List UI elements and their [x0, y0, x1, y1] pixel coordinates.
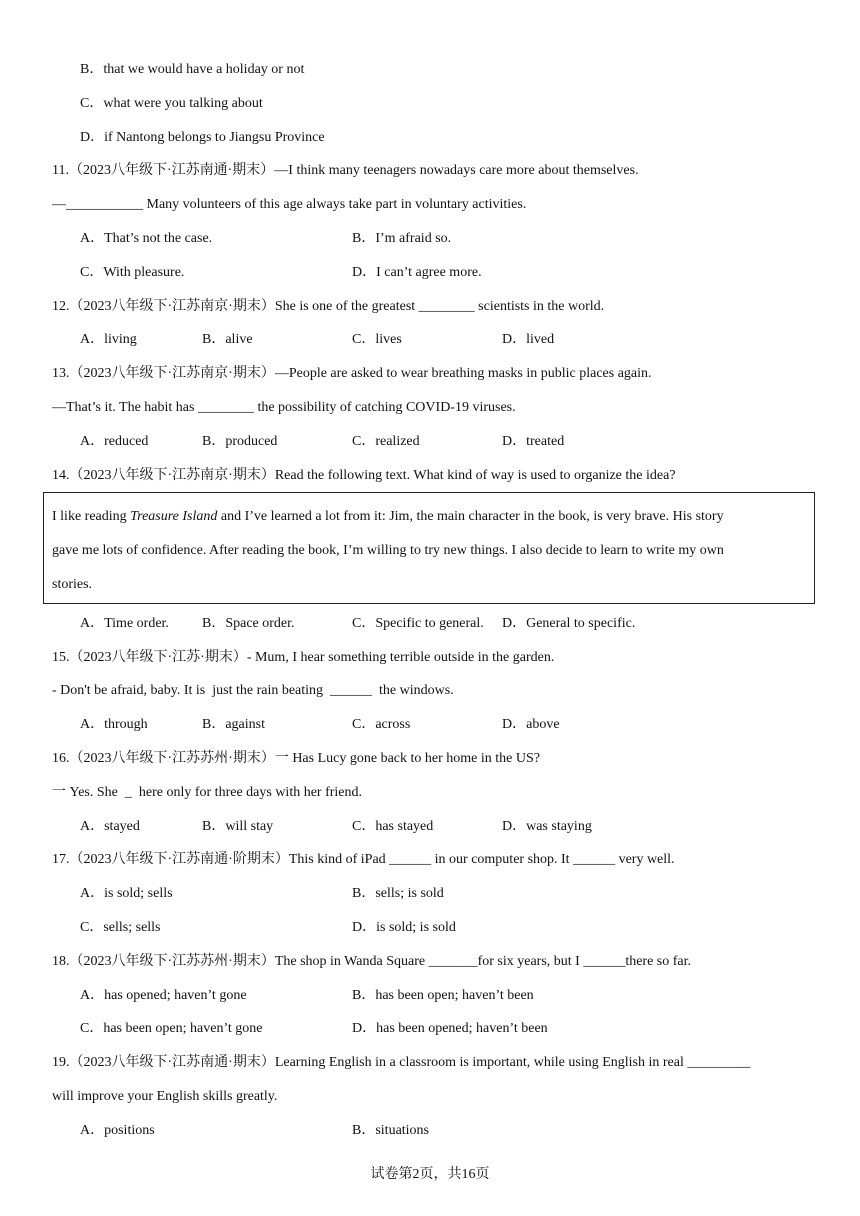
- q15-option-d: D．above: [502, 717, 560, 732]
- q11-option-a: A．That’s not the case.: [80, 231, 213, 246]
- q18-option-a: A．has opened; haven’t gone: [80, 988, 247, 1003]
- q13-option-a: A．reduced: [80, 434, 149, 449]
- q17-stem: 17.（2023八年级下·江苏南通·阶期末）This kind of iPad ______ in our computer shop. It ______ very well.: [52, 852, 675, 867]
- q15-stem: 15.（2023八年级下·江苏·期末）- Mum, I hear something terrible outside in the garden.: [52, 650, 555, 665]
- q11-stem-line2: —___________ Many volunteers of this age always take part in voluntary activities.: [52, 197, 527, 212]
- q13-option-d: D．treated: [502, 434, 565, 449]
- q12-option-b: B．alive: [202, 332, 253, 347]
- q18-stem: 18.（2023八年级下·江苏苏州·期末）The shop in Wanda Square _______for six years, but I ______there so far.: [52, 954, 692, 969]
- q13-stem: 13.（2023八年级下·江苏南京·期末）—People are asked to wear breathing masks in public places again.: [52, 366, 652, 381]
- q11-option-c: C．With pleasure.: [80, 265, 185, 280]
- q15-option-a: A．through: [80, 717, 148, 732]
- q16-stem: 16.（2023八年级下·江苏苏州·期末）一 Has Lucy gone back to her home in the US?: [52, 751, 540, 766]
- passage-line-3: stories.: [52, 577, 93, 592]
- q11-option-b: B．I’m afraid so.: [352, 231, 452, 246]
- q14-passage-box: [43, 492, 815, 604]
- page-footer: 试卷第2页，共16页: [370, 1167, 490, 1182]
- q14-option-d: D．General to specific.: [502, 616, 636, 631]
- q14-option-c: C．Specific to general.: [352, 616, 484, 631]
- q13-option-b: B．produced: [202, 434, 278, 449]
- q11-option-d: D．I can’t agree more.: [352, 265, 482, 280]
- q17-option-d: D．is sold; is sold: [352, 920, 456, 935]
- q15-stem-line2: - Don't be afraid, baby. It is just the rain beating ______ the windows.: [52, 683, 454, 698]
- q17-option-b: B．sells; is sold: [352, 886, 444, 901]
- q16-option-b: B．will stay: [202, 819, 274, 834]
- q14-option-b: B．Space order.: [202, 616, 295, 631]
- q18-option-b: B．has been open; haven’t been: [352, 988, 534, 1003]
- q16-option-c: C．has stayed: [352, 819, 434, 834]
- q10-option-c: C．what were you talking about: [80, 96, 263, 111]
- q17-option-a: A．is sold; sells: [80, 886, 173, 901]
- q14-option-a: A．Time order.: [80, 616, 169, 631]
- q15-option-b: B．against: [202, 717, 265, 732]
- q16-stem-line2: 一 Yes. She _ here only for three days with her friend.: [52, 785, 363, 800]
- q10-option-d: D．if Nantong belongs to Jiangsu Province: [80, 130, 325, 145]
- q12-stem: 12.（2023八年级下·江苏南京·期末）She is one of the greatest ________ scientists in the world.: [52, 299, 605, 314]
- q19-option-b: B．situations: [352, 1123, 430, 1138]
- passage-line-2: gave me lots of confidence. After reading the book, I’m willing to try new things. I also decide to learn to write my own: [52, 543, 724, 558]
- q10-option-b: B．that we would have a holiday or not: [80, 62, 305, 77]
- q16-option-a: A．stayed: [80, 819, 140, 834]
- q13-stem-line2: —That’s it. The habit has ________ the possibility of catching COVID-19 viruses.: [52, 400, 516, 415]
- q19-stem: 19.（2023八年级下·江苏南通·期末）Learning English in a classroom is important, while using English in real _________: [52, 1055, 751, 1070]
- q11-stem: 11.（2023八年级下·江苏南通·期末）—I think many teenagers nowadays care more about themselves.: [52, 163, 639, 178]
- q18-option-c: C．has been open; haven’t gone: [80, 1021, 263, 1036]
- q12-option-c: C．lives: [352, 332, 402, 347]
- q15-option-c: C．across: [352, 717, 411, 732]
- q13-option-c: C．realized: [352, 434, 420, 449]
- q16-option-d: D．was staying: [502, 819, 592, 834]
- q17-option-c: C．sells; sells: [80, 920, 161, 935]
- q14-stem: 14.（2023八年级下·江苏南京·期末）Read the following text. What kind of way is used to organize the idea?: [52, 468, 676, 483]
- passage-line-1: I like reading Treasure Island and I’ve learned a lot from it: Jim, the main character in the book, is very brave. His story: [52, 509, 724, 524]
- book-title: Treasure Island: [130, 509, 218, 524]
- q12-option-a: A．living: [80, 332, 137, 347]
- q18-option-d: D．has been opened; haven’t been: [352, 1021, 548, 1036]
- q19-stem-line2: will improve your English skills greatly.: [52, 1089, 278, 1104]
- q19-option-a: A．positions: [80, 1123, 155, 1138]
- q12-option-d: D．lived: [502, 332, 555, 347]
